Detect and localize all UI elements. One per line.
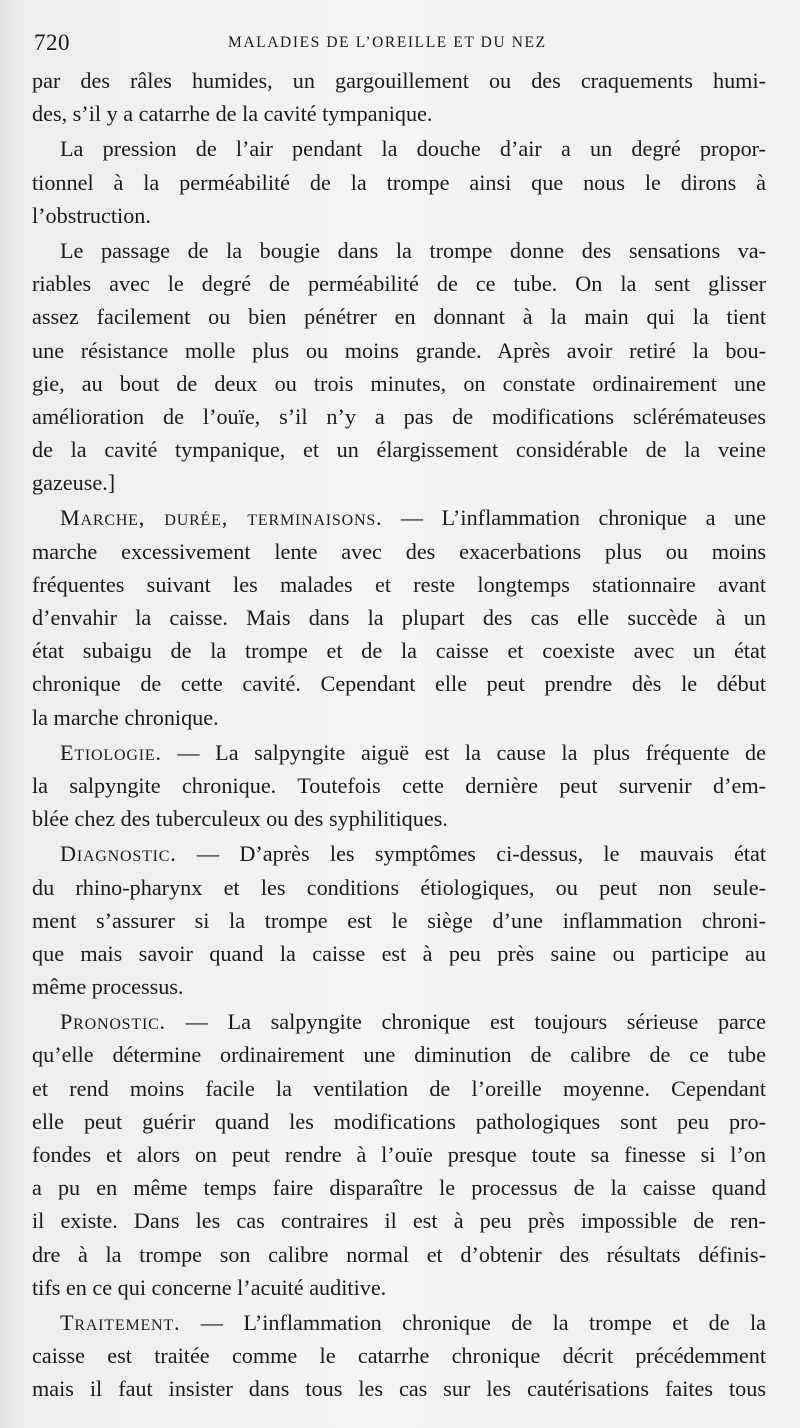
- page-header: [34, 30, 772, 60]
- text-line: amélioration de l’ouïe, s’il n’y a pas de modifications sclérémateuses: [32, 403, 766, 429]
- text-line: l’obstruction.: [32, 202, 151, 228]
- running-head: MALADIES DE L’OREILLE ET DU NEZ: [228, 34, 547, 51]
- page-number: 720: [34, 30, 70, 55]
- text-line: il existe. Dans les cas contraires il est à peu près impossible de ren-: [32, 1208, 766, 1234]
- section-heading: Diagnostic.: [60, 841, 177, 867]
- text-line: dre à la trompe son calibre normal et d’obtenir des résultats définis-: [32, 1241, 766, 1267]
- text-line: chronique de cette cavité. Cependant elle peut prendre dès le début: [32, 671, 766, 697]
- page-fold-shadow: [0, 0, 18, 1428]
- text-line: [32, 1306, 766, 1339]
- text-line: même processus.: [32, 974, 184, 1000]
- section-marche: [32, 501, 766, 733]
- body-text: [32, 64, 766, 1406]
- heading-continuation: — L’inflammation chronique a une: [382, 505, 766, 531]
- text-line: fréquentes suivant les malades et reste longtemps stationnaire avant: [32, 571, 766, 597]
- text-line: riables avec le degré de perméabilité de ce tube. On la sent glisser: [32, 271, 766, 297]
- text-line: elle peut guérir quand les modifications pathologiques sont peu pro-: [32, 1108, 766, 1134]
- text-line: la salpyngite chronique. Toutefois cette dernière peut survenir d’em-: [32, 772, 766, 798]
- text-line: tionnel à la perméabilité de la trompe ainsi que nous le dirons à: [32, 169, 766, 195]
- heading-continuation: — La salpyngite chronique est toujours sérieuse parce: [165, 1009, 766, 1035]
- section-heading: Pronostic.: [60, 1009, 166, 1035]
- text-line: marche excessivement lente avec des exacerbations plus ou moins: [32, 538, 766, 564]
- text-line: gie, au bout de deux ou trois minutes, on constate ordinairement une: [32, 370, 766, 396]
- text-line: mais il faut insister dans tous les cas sur les cautérisations faites tous: [32, 1376, 766, 1402]
- text-line: assez facilement ou bien pénétrer en donnant à la main qui la tient: [32, 304, 766, 330]
- text-line: tifs en ce qui concerne l’acuité auditive.: [32, 1274, 387, 1300]
- text-line: [32, 837, 766, 870]
- text-line: fondes et alors on peut rendre à l’ouïe presque toute sa finesse si l’on: [32, 1142, 766, 1167]
- section-pronostic: [32, 1005, 766, 1304]
- section-heading: Marche, durée, terminaisons.: [60, 505, 383, 531]
- text-line: Le passage de la bougie dans la trompe donne des sensations va-: [60, 237, 766, 263]
- text-line: une résistance molle plus ou moins grande. Après avoir retiré la bou-: [32, 337, 766, 363]
- text-line: [32, 736, 766, 769]
- text-line: caisse est traitée comme le catarrhe chronique décrit précédemment: [32, 1343, 766, 1369]
- heading-continuation: — La salpyngite aiguë est la cause la plus fréquente de: [161, 739, 766, 765]
- text-line: blée chez des tuberculeux ou des syphilitiques.: [32, 806, 448, 832]
- text-line: du rhino-pharynx et les conditions étiologiques, ou peut non seule-: [32, 874, 766, 900]
- text-line: qu’elle détermine ordinairement une diminution de calibre de ce tube: [32, 1042, 766, 1068]
- text-line: de la cavité tympanique, et un élargissement considérable de la veine: [32, 437, 766, 463]
- section-traitement: [32, 1306, 766, 1406]
- text-line: a pu en même temps faire disparaître le processus de la caisse quand: [32, 1175, 766, 1201]
- paragraph-1: [32, 64, 766, 130]
- text-line: par des râles humides, un gargouillement ou des craquements humi-: [32, 68, 766, 93]
- text-line: la marche chronique.: [32, 704, 219, 730]
- heading-continuation: — D’après les symptômes ci-dessus, le mauvais état: [176, 841, 766, 867]
- text-line: gazeuse.]: [32, 470, 116, 496]
- section-etiologie: [32, 736, 766, 836]
- text-line: des, s’il y a catarrhe de la cavité tympanique.: [32, 101, 433, 127]
- text-line: et rend moins facile la ventilation de l’oreille moyenne. Cependant: [32, 1075, 766, 1101]
- paragraph-3: [32, 234, 766, 500]
- text-line: La pression de l’air pendant la douche d’air a un degré propor-: [60, 136, 766, 162]
- heading-continuation: — L’inflammation chronique de la trompe et de la: [180, 1309, 766, 1335]
- text-line: état subaigu de la trompe et de la caisse et coexiste avec un état: [32, 638, 766, 664]
- text-line: [32, 501, 766, 534]
- section-heading: Traitement.: [60, 1309, 181, 1335]
- section-heading: Etiologie.: [60, 739, 162, 765]
- paragraph-2: [32, 132, 766, 232]
- text-line: ment s’assurer si la trompe est le siège d’une inflammation chroni-: [32, 907, 766, 933]
- text-line: que mais savoir quand la caisse est à peu près saine ou participe au: [32, 940, 766, 966]
- section-diagnostic: [32, 837, 766, 1003]
- text-line: [32, 1005, 766, 1038]
- text-line: d’envahir la caisse. Mais dans la plupart des cas elle succède à un: [32, 605, 766, 630]
